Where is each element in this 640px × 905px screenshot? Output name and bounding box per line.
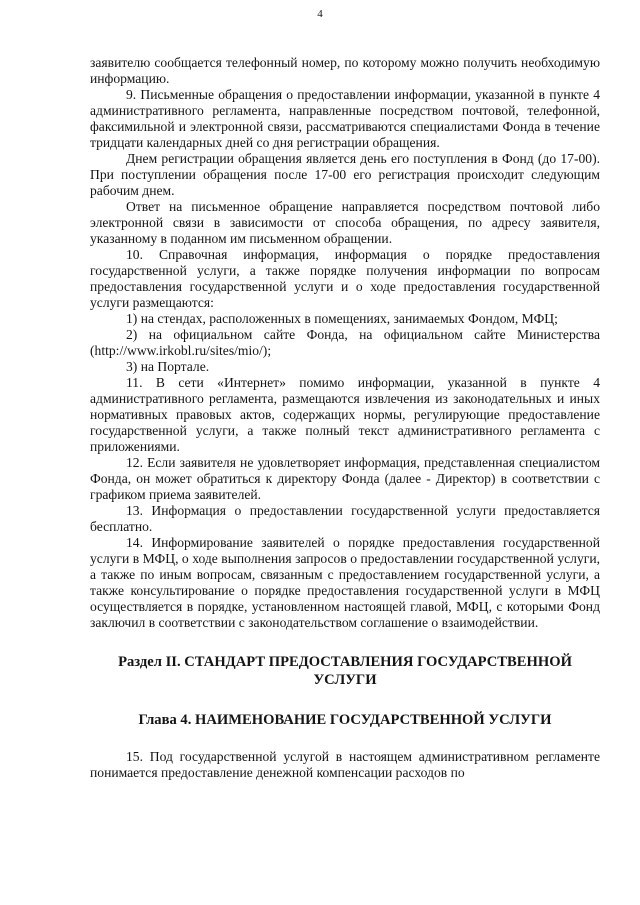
paragraph-registration-day: Днем регистрации обращения является день его поступления в Фонд (до 17-00). При поступлении обращения после 17-00 его регистрация происходит следующим рабочим днем. xyxy=(90,151,600,198)
list-item-website: 2) на официальном сайте Фонда, на официальном сайте Министерства (http://www.irkobl.ru/sites/mio/); xyxy=(90,327,600,358)
list-item-stands: 1) на стендах, расположенных в помещениях, занимаемых Фондом, МФЦ; xyxy=(126,311,558,326)
paragraph-10: 10. Справочная информация, информация о порядке предоставления государственной услуги, а также порядке получения информации по вопросам предоставления государственной услуги и о ходе предоставления государственной услуги размещаются: xyxy=(90,247,600,310)
paragraph-13: 13. Информация о предоставлении государственной услуги предоставляется бесплатно. xyxy=(90,503,600,534)
list-item-portal: 3) на Портале. xyxy=(126,359,210,374)
paragraph-12: 12. Если заявителя не удовлетворяет информация, представленная специалистом Фонда, он может обратиться к директору Фонда (далее - Директор) в соответствии с графиком приема заявителей. xyxy=(90,455,600,502)
paragraph-continuation: заявителю сообщается телефонный номер, по которому можно получить необходимую информацию. xyxy=(90,55,600,86)
document-body xyxy=(90,55,600,781)
section-heading: Раздел II. СТАНДАРТ ПРЕДОСТАВЛЕНИЯ ГОСУДАРСТВЕННОЙ УСЛУГИ xyxy=(118,654,572,688)
paragraph-11: 11. В сети «Интернет» помимо информации, указанной в пункте 4 административного регламента, размещаются извлечения из законодательных и иных нормативных правовых актов, содержащих нормы, регулирующие предоставление государственной услуги, а также полный текст административного регламента с приложениями. xyxy=(90,375,600,454)
paragraph-response: Ответ на письменное обращение направляется посредством почтовой либо электронной связи в зависимости от способа обращения, по адресу заявителя, указанному в поданном им письменном обращении. xyxy=(90,199,600,246)
paragraph-14: 14. Информирование заявителей о порядке предоставления государственной услуги в МФЦ, о ходе выполнения запросов о предоставлении государственной услуги, а также по иным вопросам, связанным с предоставлением государственной услуги, а также консультирование о порядке предоставления государственной услуги в МФЦ осуществляется в порядке, установленном настоящей главой, МФЦ, с которыми Фонд заключил в соответствии с законодательством соглашение о взаимодействии. xyxy=(90,535,600,630)
chapter-heading: Глава 4. НАИМЕНОВАНИЕ ГОСУДАРСТВЕННОЙ УСЛУГИ xyxy=(138,712,552,728)
page-number: 4 xyxy=(317,8,323,20)
paragraph-15: 15. Под государственной услугой в настоящем административном регламенте понимается предоставление денежной компенсации расходов по xyxy=(90,749,600,780)
paragraph-9: 9. Письменные обращения о предоставлении информации, указанной в пункте 4 административного регламента, направленные посредством почтовой, телефонной, факсимильной и электронной связи, рассматриваются специалистами Фонда в течение тридцати календарных дней со дня регистрации обращения. xyxy=(90,87,600,150)
